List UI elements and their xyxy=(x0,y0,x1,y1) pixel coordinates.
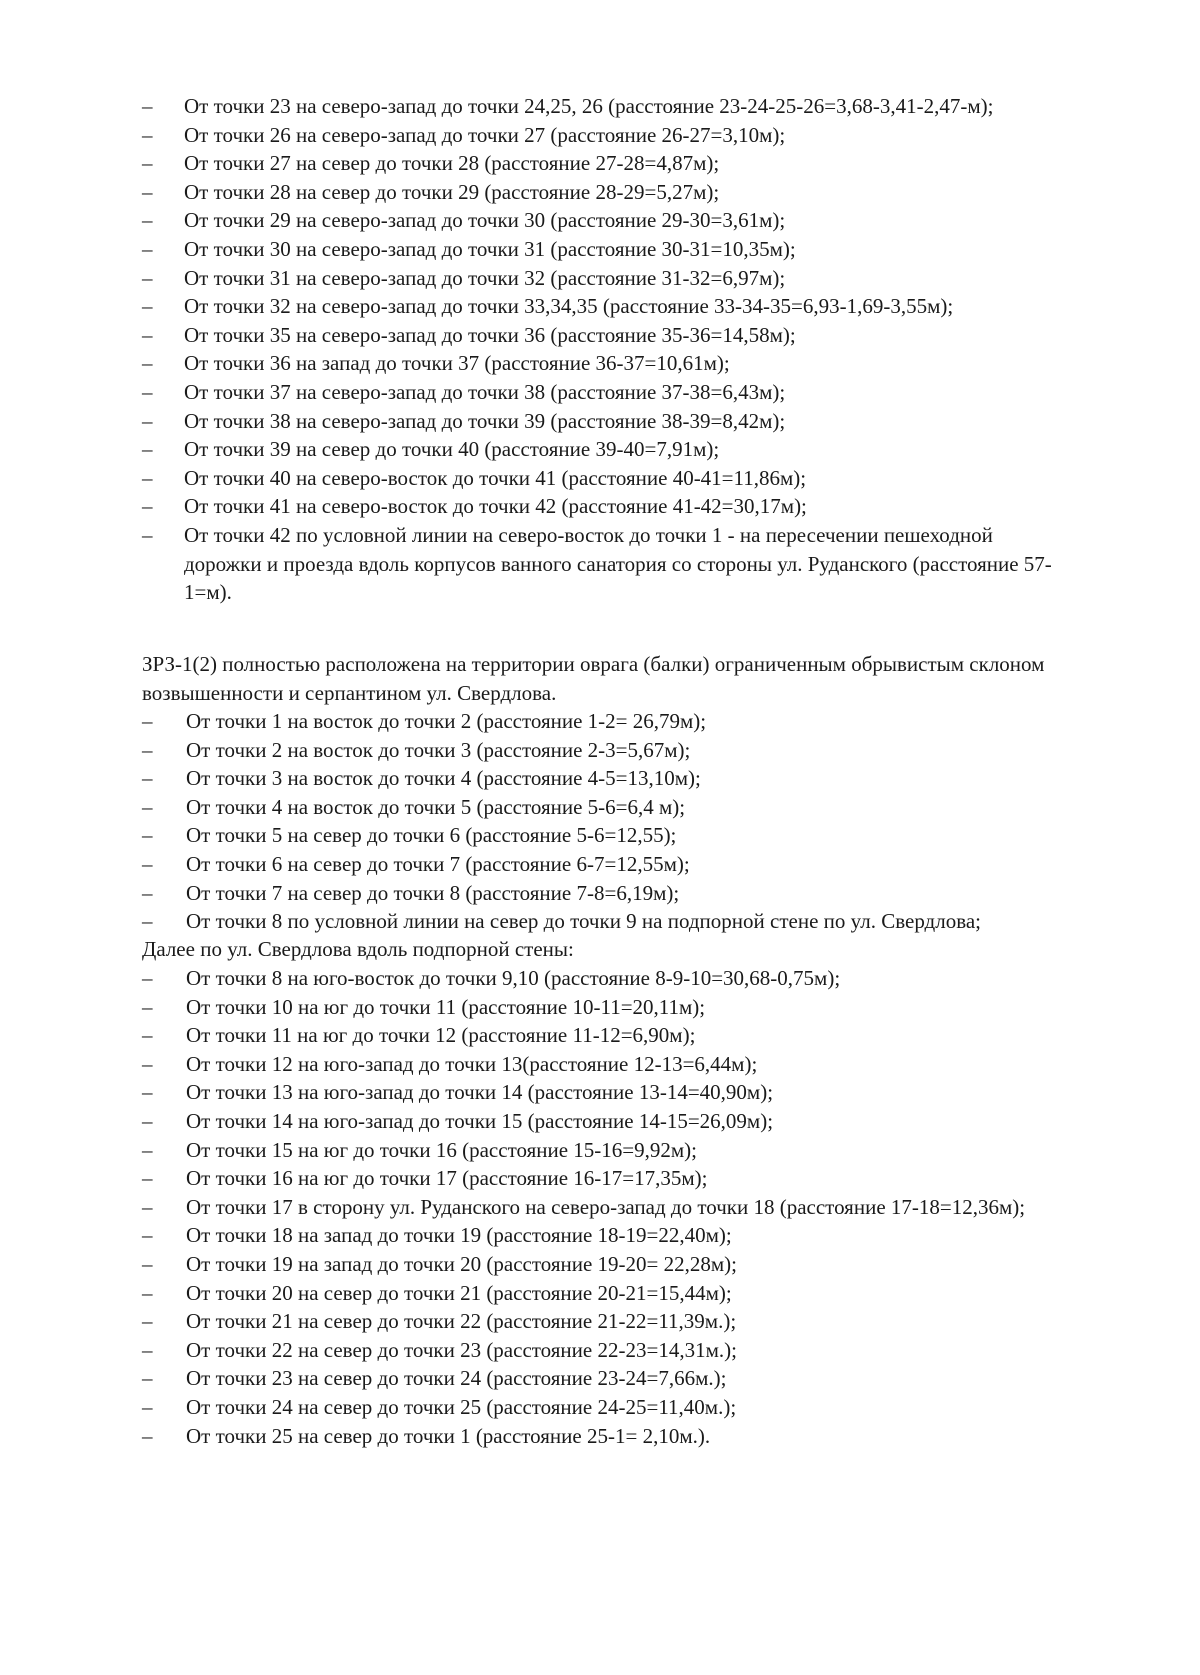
list-item-text: От точки 40 на северо-восток до точки 41 (расстояние 40-41=11,86м); xyxy=(184,465,807,490)
list-item xyxy=(142,1193,1072,1222)
list-item xyxy=(142,235,1072,264)
list-item xyxy=(142,292,1072,321)
bullet-dash: – xyxy=(142,1251,153,1276)
list-item-text: От точки 24 на север до точки 25 (расстояние 24-25=11,40м.); xyxy=(186,1394,737,1419)
list-item-text: От точки 38 на северо-запад до точки 39 (расстояние 38-39=8,42м); xyxy=(184,408,786,433)
bullet-dash: – xyxy=(142,737,153,762)
bullet-dash: – xyxy=(142,208,153,233)
bullet-dash: – xyxy=(142,823,153,848)
bullet-dash: – xyxy=(142,1166,153,1191)
list-item xyxy=(142,1221,1072,1250)
list-item xyxy=(142,1021,1072,1050)
list-item xyxy=(142,492,1072,521)
list-item-text: От точки 23 на северо-запад до точки 24,25, 26 (расстояние 23-24-25-26=3,68-3,41-2,47-м); xyxy=(184,94,994,118)
bullet-dash: – xyxy=(142,1280,153,1305)
bullet-dash: – xyxy=(142,1080,153,1105)
list-item xyxy=(142,349,1072,378)
bullet-dash: – xyxy=(142,179,153,204)
list-item xyxy=(142,435,1072,464)
bullet-dash: – xyxy=(142,236,153,261)
bullet-dash: – xyxy=(142,465,153,490)
bullet-dash: – xyxy=(142,1309,153,1334)
list-item-text: От точки 21 на север до точки 22 (расстояние 21-22=11,39м.); xyxy=(186,1309,737,1334)
list-item-text: От точки 42 по условной линии на северо-восток до точки 1 - на пересечении пешеходной дорожки и проезда вдоль корпусов ванного санатория со стороны ул. Руданского (расстояние 57-1=м). xyxy=(184,522,1052,605)
zone-description: ЗРЗ-1(2) полностью расположена на территории оврага (балки) ограниченным обрывистым склоном возвышенности и серпантином ул. Свердлова. xyxy=(142,652,1045,705)
bullet-dash: – xyxy=(142,709,153,733)
bullet-dash: – xyxy=(142,408,153,433)
boundary-list-2b xyxy=(142,964,1072,1450)
bullet-dash: – xyxy=(142,1423,153,1448)
list-item xyxy=(142,993,1072,1022)
list-item xyxy=(142,821,1072,850)
list-item-text: От точки 35 на северо-запад до точки 36 (расстояние 35-36=14,58м); xyxy=(184,322,796,347)
list-item xyxy=(142,178,1072,207)
list-item xyxy=(142,1364,1072,1393)
bullet-dash: – xyxy=(142,494,153,519)
list-item xyxy=(142,764,1072,793)
list-item-text: От точки 20 на север до точки 21 (расстояние 20-21=15,44м); xyxy=(186,1280,732,1305)
bullet-dash: – xyxy=(142,1366,153,1391)
bullet-dash: – xyxy=(142,766,153,791)
list-item-text: От точки 41 на северо-восток до точки 42 (расстояние 41-42=30,17м); xyxy=(184,494,807,519)
list-item xyxy=(142,707,1072,736)
bullet-dash: – xyxy=(142,1051,153,1076)
bullet-dash: – xyxy=(142,994,153,1019)
list-item-text: От точки 23 на север до точки 24 (расстояние 23-24=7,66м.); xyxy=(186,1366,727,1391)
list-item xyxy=(142,206,1072,235)
bullet-dash: – xyxy=(142,265,153,290)
list-item-text: От точки 19 на запад до точки 20 (расстояние 19-20= 22,28м); xyxy=(186,1251,738,1276)
list-item xyxy=(142,1078,1072,1107)
list-item xyxy=(142,850,1072,879)
bullet-dash: – xyxy=(142,122,153,147)
list-item-text: От точки 27 на север до точки 28 (расстояние 27-28=4,87м); xyxy=(184,151,720,176)
list-item xyxy=(142,964,1072,993)
boundary-list-1 xyxy=(142,92,1072,607)
list-item xyxy=(142,464,1072,493)
bullet-dash: – xyxy=(142,437,153,462)
bullet-dash: – xyxy=(142,1223,153,1248)
list-item xyxy=(142,321,1072,350)
bullet-dash: – xyxy=(142,966,153,990)
list-item-text: От точки 39 на север до точки 40 (расстояние 39-40=7,91м); xyxy=(184,437,720,462)
list-item-text: От точки 31 на северо-запад до точки 32 (расстояние 31-32=6,97м); xyxy=(184,265,786,290)
list-item-text: От точки 15 на юг до точки 16 (расстояние 15-16=9,92м); xyxy=(186,1137,697,1162)
list-item xyxy=(142,1307,1072,1336)
list-item-text: От точки 11 на юг до точки 12 (расстояние 11-12=6,90м); xyxy=(186,1023,696,1048)
list-item-text: От точки 22 на север до точки 23 (расстояние 22-23=14,31м.); xyxy=(186,1337,737,1362)
list-item-text: От точки 10 на юг до точки 11 (расстояние 10-11=20,11м); xyxy=(186,994,706,1019)
bullet-dash: – xyxy=(142,851,153,876)
bullet-dash: – xyxy=(142,351,153,376)
bullet-dash: – xyxy=(142,1108,153,1133)
bullet-dash: – xyxy=(142,379,153,404)
bullet-dash: – xyxy=(142,522,153,547)
list-item-text: От точки 5 на север до точки 6 (расстояние 5-6=12,55); xyxy=(186,823,677,848)
bullet-dash: – xyxy=(142,794,153,819)
list-item-text: От точки 8 на юго-восток до точки 9,10 (расстояние 8-9-10=30,68-0,75м); xyxy=(186,966,841,990)
list-item xyxy=(142,907,1072,936)
list-item xyxy=(142,1336,1072,1365)
list-item-text: От точки 16 на юг до точки 17 (расстояние 16-17=17,35м); xyxy=(186,1166,708,1191)
list-item-text: От точки 25 на север до точки 1 (расстояние 25-1= 2,10м.). xyxy=(186,1423,711,1448)
list-item xyxy=(142,1250,1072,1279)
list-item-text: От точки 7 на север до точки 8 (расстояние 7-8=6,19м); xyxy=(186,880,680,905)
list-item xyxy=(142,149,1072,178)
bullet-dash: – xyxy=(142,294,153,319)
list-item xyxy=(142,378,1072,407)
bullet-dash: – xyxy=(142,1023,153,1048)
list-item xyxy=(142,1422,1072,1451)
bullet-dash: – xyxy=(142,1394,153,1419)
list-item xyxy=(142,521,1072,607)
bullet-dash: – xyxy=(142,1194,153,1219)
list-item xyxy=(142,1164,1072,1193)
list-item-text: От точки 6 на север до точки 7 (расстояние 6-7=12,55м); xyxy=(186,851,690,876)
list-item xyxy=(142,121,1072,150)
list-item-text: От точки 36 на запад до точки 37 (расстояние 36-37=10,61м); xyxy=(184,351,730,376)
continuation-line: Далее по ул. Свердлова вдоль подпорной стены: xyxy=(142,937,574,961)
list-item-text: От точки 28 на север до точки 29 (расстояние 28-29=5,27м); xyxy=(184,179,720,204)
list-item-text: От точки 8 по условной линии на север до точки 9 на подпорной стене по ул. Свердлова; xyxy=(186,909,981,934)
list-item-text: От точки 2 на восток до точки 3 (расстояние 2-3=5,67м); xyxy=(186,737,691,762)
bullet-dash: – xyxy=(142,880,153,905)
bullet-dash: – xyxy=(142,909,153,934)
list-item xyxy=(142,1050,1072,1079)
bullet-dash: – xyxy=(142,151,153,176)
list-item-text: От точки 3 на восток до точки 4 (расстояние 4-5=13,10м); xyxy=(186,766,701,791)
list-item-text: От точки 17 в сторону ул. Руданского на северо-запад до точки 18 (расстояние 17-18=12,36м); xyxy=(186,1194,1026,1219)
bullet-dash: – xyxy=(142,94,153,118)
list-item xyxy=(142,92,1072,121)
list-item xyxy=(142,736,1072,765)
list-item-text: От точки 29 на северо-запад до точки 30 (расстояние 29-30=3,61м); xyxy=(184,208,786,233)
list-item-text: От точки 26 на северо-запад до точки 27 (расстояние 26-27=3,10м); xyxy=(184,122,786,147)
list-item-text: От точки 18 на запад до точки 19 (расстояние 18-19=22,40м); xyxy=(186,1223,732,1248)
list-item-text: От точки 13 на юго-запад до точки 14 (расстояние 13-14=40,90м); xyxy=(186,1080,774,1105)
boundary-list-2a xyxy=(142,707,1072,936)
bullet-dash: – xyxy=(142,1337,153,1362)
list-item xyxy=(142,1279,1072,1308)
list-item-text: От точки 4 на восток до точки 5 (расстояние 5-6=6,4 м); xyxy=(186,794,686,819)
list-item-text: От точки 30 на северо-запад до точки 31 (расстояние 30-31=10,35м); xyxy=(184,236,796,261)
list-item-text: От точки 37 на северо-запад до точки 38 (расстояние 37-38=6,43м); xyxy=(184,379,786,404)
list-item xyxy=(142,793,1072,822)
bullet-dash: – xyxy=(142,1137,153,1162)
list-item-text: От точки 12 на юго-запад до точки 13(расстояние 12-13=6,44м); xyxy=(186,1051,758,1076)
bullet-dash: – xyxy=(142,322,153,347)
list-item-text: От точки 14 на юго-запад до точки 15 (расстояние 14-15=26,09м); xyxy=(186,1108,774,1133)
list-item xyxy=(142,879,1072,908)
list-item xyxy=(142,1107,1072,1136)
list-item-text: От точки 1 на восток до точки 2 (расстояние 1-2= 26,79м); xyxy=(186,709,707,733)
list-item xyxy=(142,1393,1072,1422)
list-item xyxy=(142,407,1072,436)
list-item-text: От точки 32 на северо-запад до точки 33,34,35 (расстояние 33-34-35=6,93-1,69-3,55м); xyxy=(184,294,954,319)
list-item xyxy=(142,1136,1072,1165)
list-item xyxy=(142,264,1072,293)
